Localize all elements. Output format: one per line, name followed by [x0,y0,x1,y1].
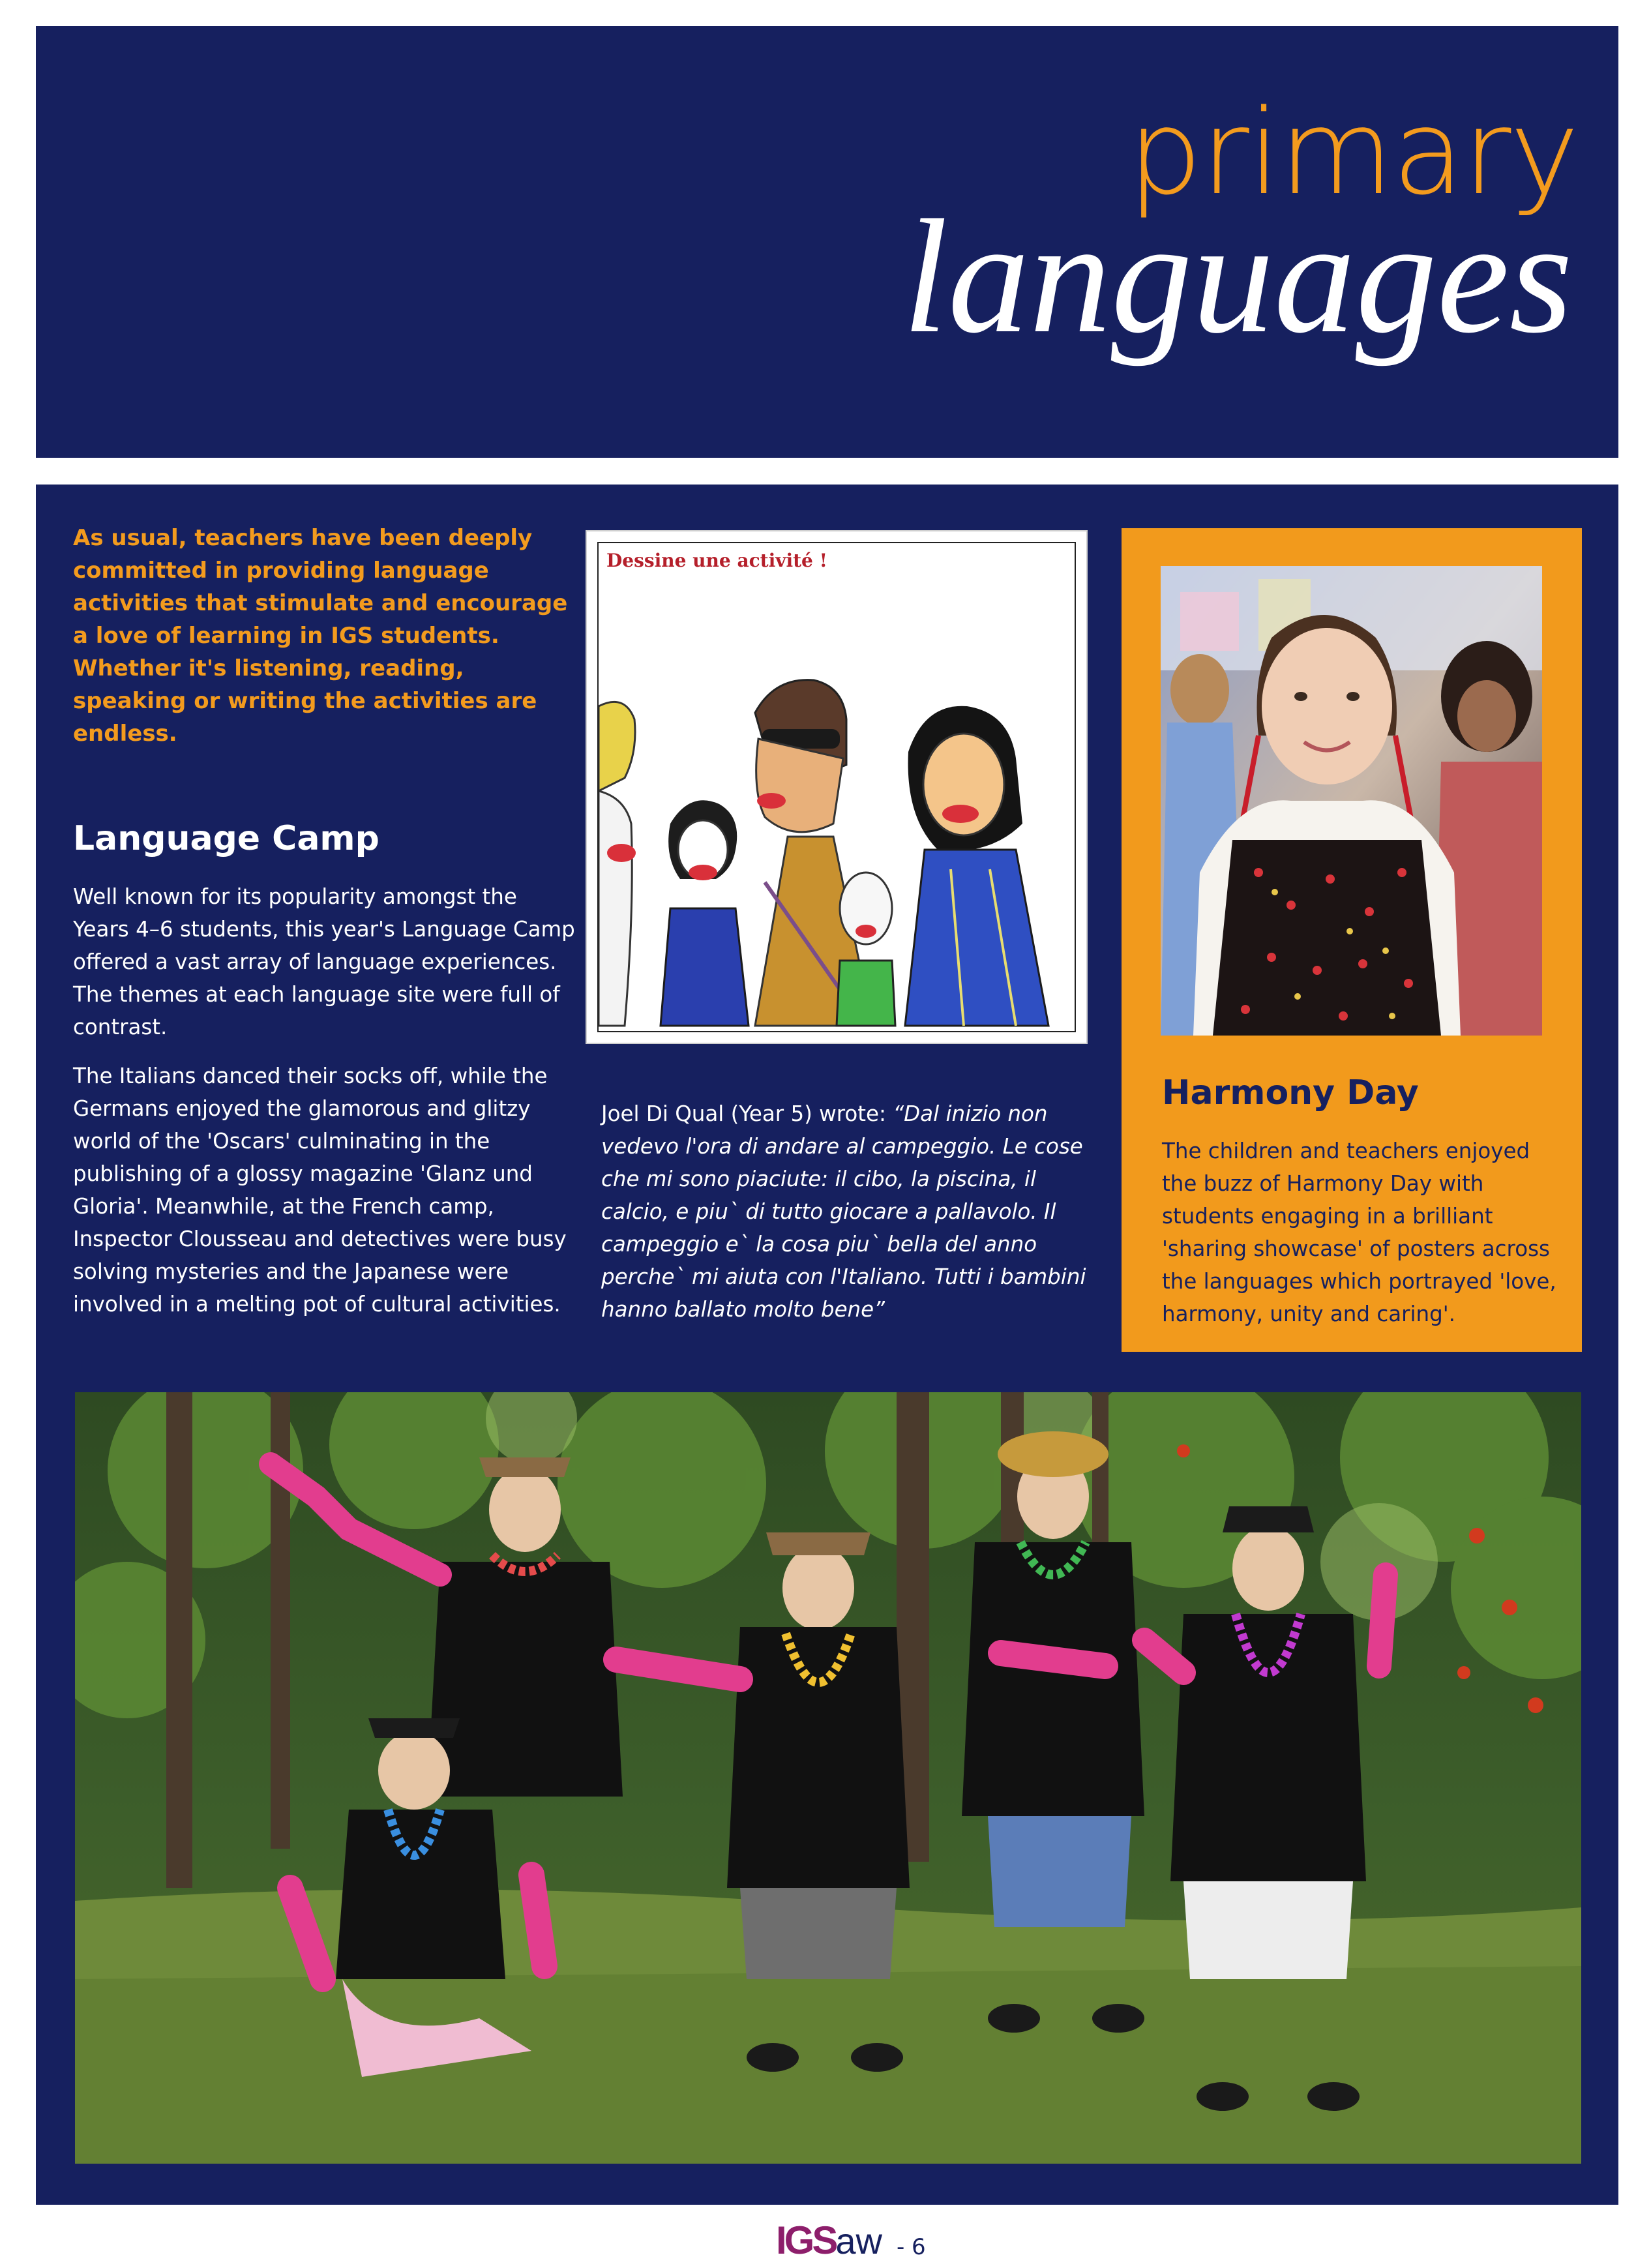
logo-suffix: aw [835,2220,882,2261]
quote-intro: Joel Di Qual (Year 5) wrote: [601,1101,893,1126]
language-camp-paragraph-2: The Italians danced their socks off, while the Germans enjoyed the glamorous and glitzy world of the 'Oscars' culminating in the publishing of a glossy magazine 'Glanz und Gloria'. Meanwhile, at the French camp, Inspector Clousseau and detectives were busy solving mysteries and the Japanese were involved in a melting pot of cultural activities. [73,1064,567,1317]
drawing-caption: Dessine une activité ! [606,550,827,571]
students-costume-illustration [75,1392,1581,2164]
harmony-day-photo [1161,566,1542,1036]
quote-text: “Dal inizio non vedevo l'ora di andare al campeggio. Le cose che mi sono piaciute: il cibo, la piscina, il calcio, e piu` di tutto giocare a pallavolo. Il campeggio e` la cosa piu` bella del anno perche` mi aiuta con l'Italiano. Tutti i bambini hanno ballato molto bene” [601,1101,1086,1322]
intro-paragraph: As usual, teachers have been deeply committed in providing language activities that stimulate and encourage a love of learning in IGS students. Whether it's listening, reading, speaking or writing the activities are endless. [73,525,568,747]
child-drawing [586,530,1088,1044]
logo-main: IGS [776,2218,836,2262]
footer [776,2216,926,2261]
harmony-day-text: The children and teachers enjoyed the buzz of Harmony Day with students engaging in a brilliant 'sharing showcase' of posters across the languages which portrayed 'love, harmony, unity and caring'. [1162,1139,1556,1326]
magazine-logo [776,2220,882,2261]
girl-in-costume-illustration [1161,566,1542,1036]
drawing-illustration [599,543,1076,1032]
title-languages: languages [902,187,1573,367]
title-primary: primary [1127,85,1578,221]
language-camp-photo [75,1392,1581,2164]
page-number: - 6 [896,2234,926,2260]
harmony-day-heading: Harmony Day [1162,1073,1419,1112]
student-quote [601,1097,1087,1326]
language-camp-paragraph-1: Well known for its popularity amongst the Years 4–6 students, this year's Language Camp offered a vast array of language experiences. The themes at each language site were full of contrast. [73,884,575,1039]
drawing-border [597,542,1076,1032]
language-camp-heading: Language Camp [73,819,379,858]
